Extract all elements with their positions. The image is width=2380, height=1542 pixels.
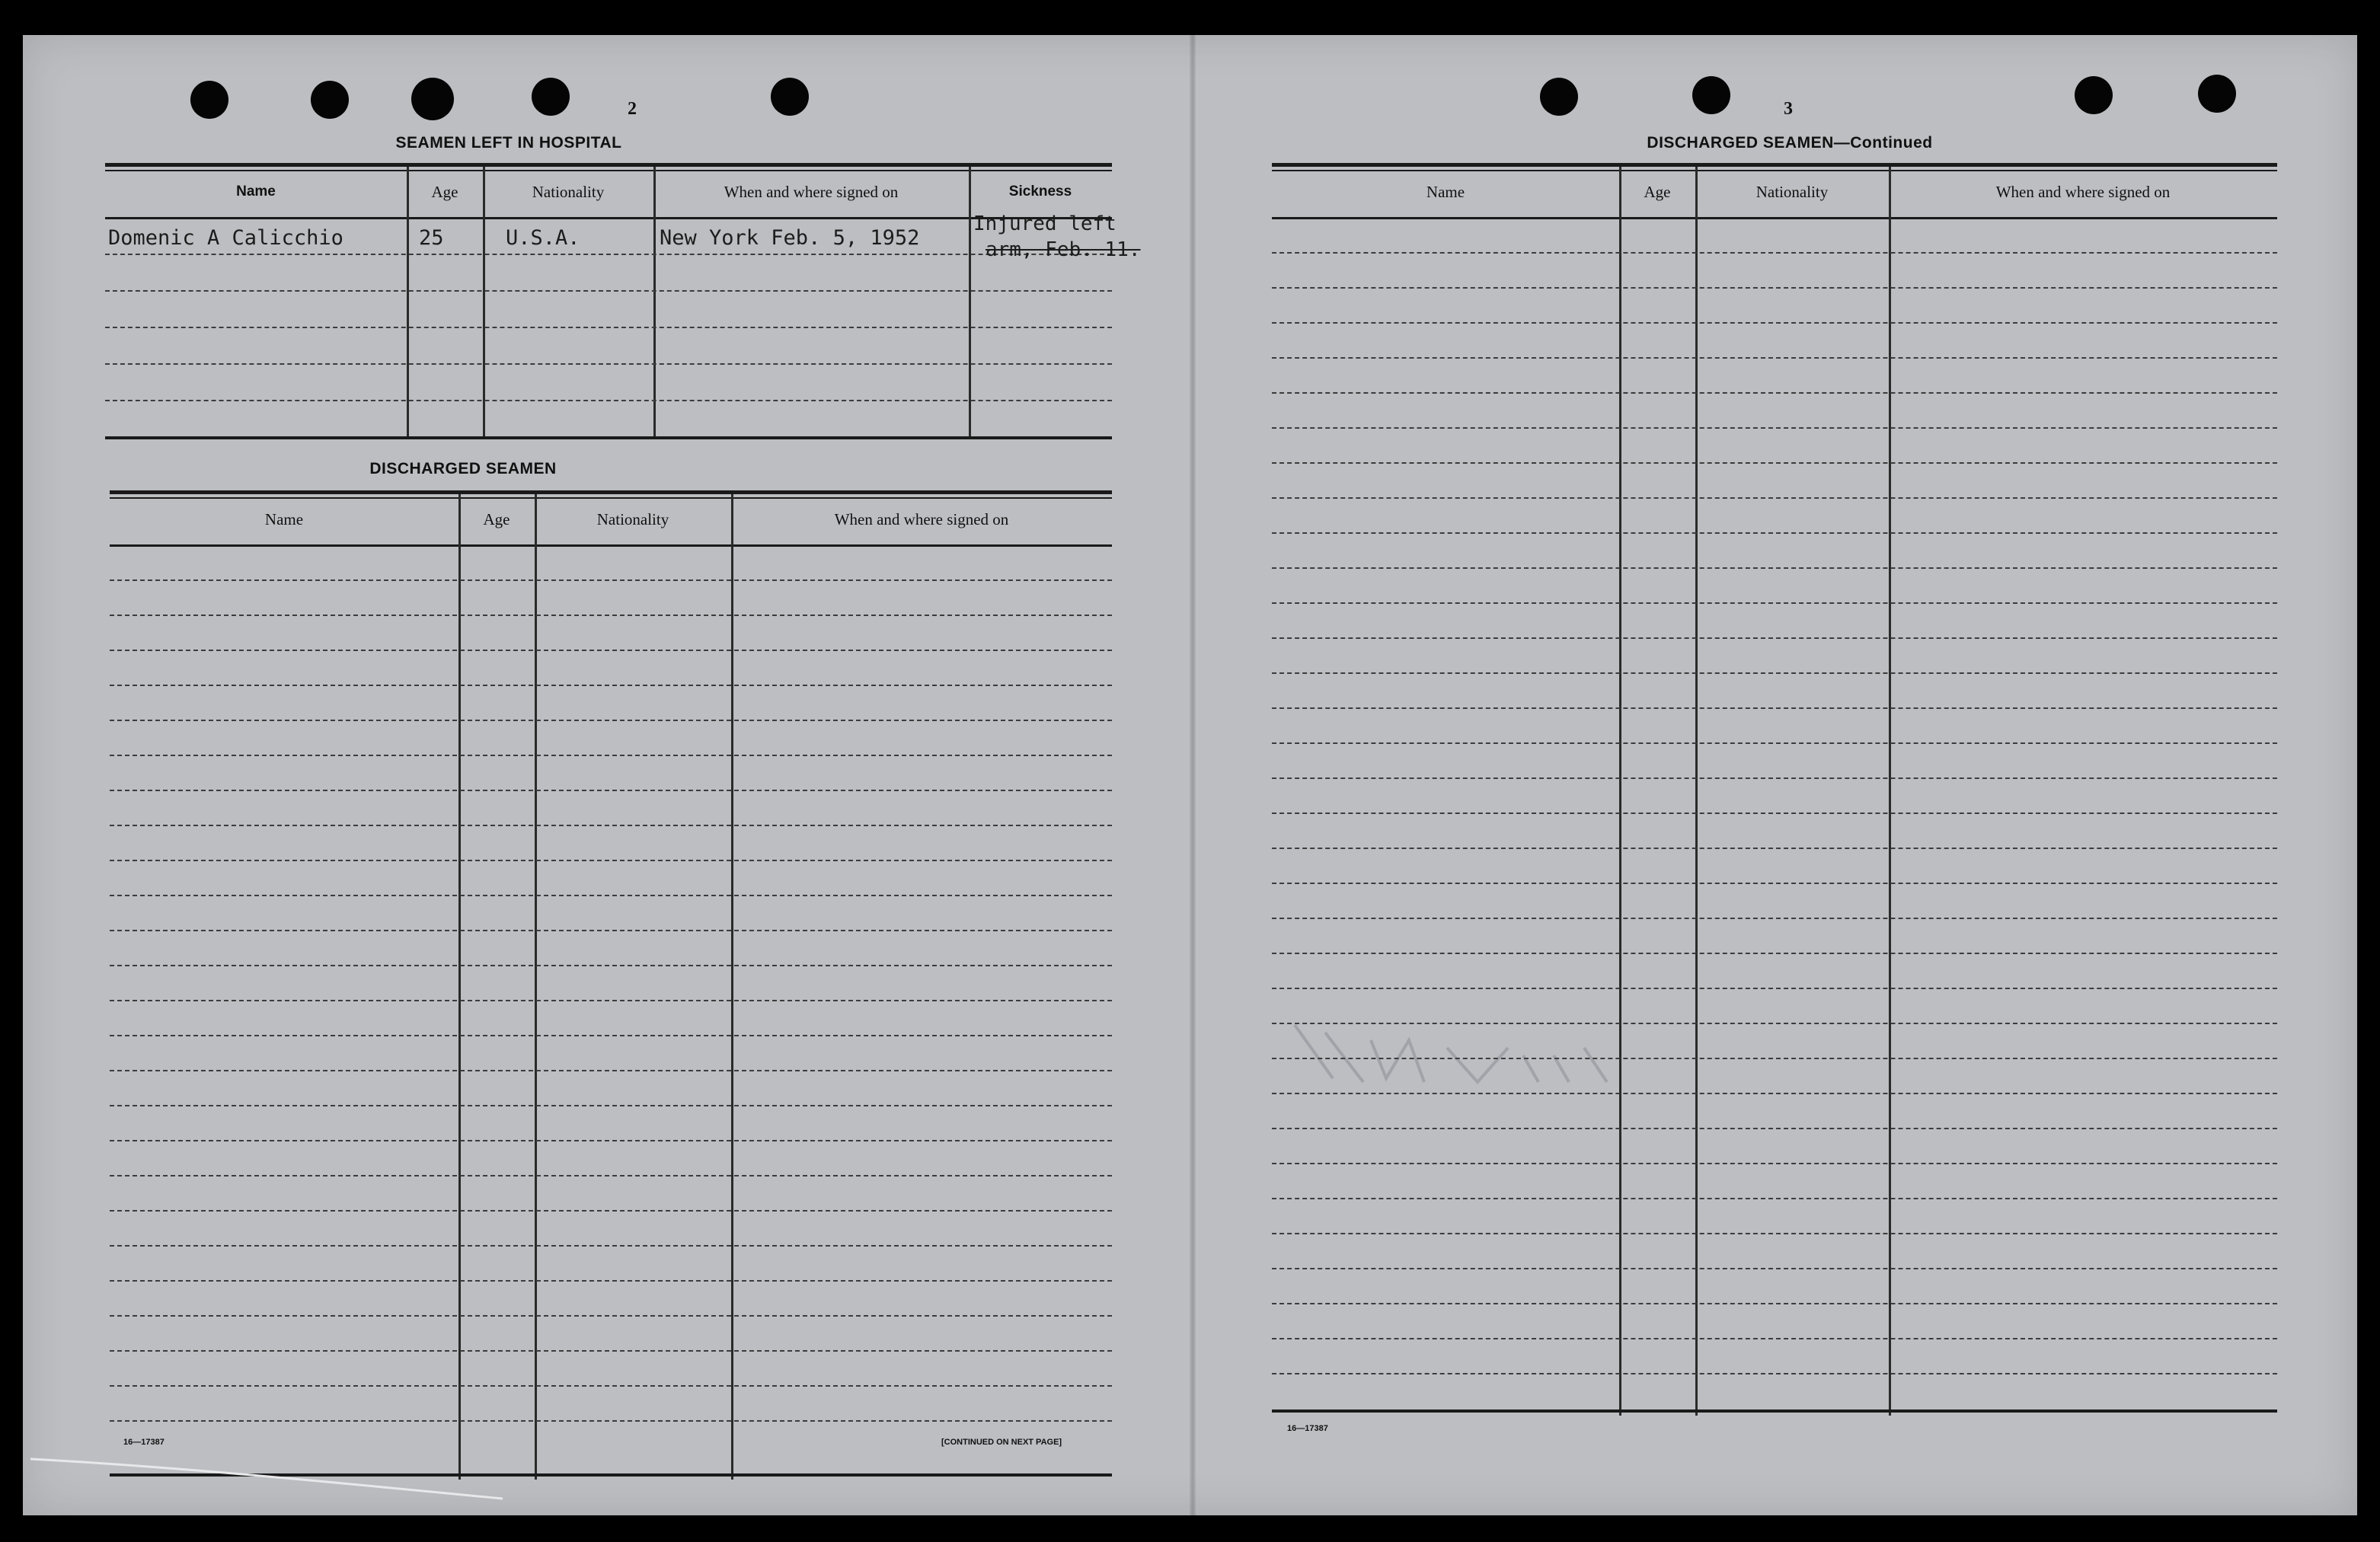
header-name: Name bbox=[264, 509, 304, 528]
paper-edge-line bbox=[23, 1444, 510, 1505]
header-age: Age bbox=[1644, 182, 1671, 201]
patient-age: 25 bbox=[419, 226, 444, 250]
hospital-section-title: SEAMEN LEFT IN HOSPITAL bbox=[395, 134, 622, 152]
patient-nationality: U.S.A. bbox=[506, 226, 580, 250]
discharged-title-text: DISCHARGED SEAMEN bbox=[1647, 134, 1834, 152]
discharged-section-title: DISCHARGED SEAMEN bbox=[369, 460, 557, 477]
right-page bbox=[1272, 35, 2300, 1515]
patient-sickness-line2: arm, Feb. 11. bbox=[986, 238, 1141, 261]
discharged-table-right bbox=[1272, 163, 2277, 1416]
continued-note: [CONTINUED ON NEXT PAGE] bbox=[941, 1438, 1062, 1447]
header-age: Age bbox=[431, 182, 458, 201]
continued-suffix: —Continued bbox=[1833, 134, 1933, 152]
patient-sickness-line1: Injured left bbox=[973, 212, 1117, 235]
header-age: Age bbox=[483, 509, 510, 528]
patient-signed-on: New York Feb. 5, 1952 bbox=[660, 226, 920, 250]
page-number: 2 bbox=[628, 99, 637, 119]
discharged-left-rows bbox=[110, 494, 1112, 1480]
hospital-table-header bbox=[105, 167, 1112, 219]
header-name: Name bbox=[1426, 182, 1465, 201]
header-signed-on: When and where signed on bbox=[1995, 182, 2171, 201]
header-nationality: Nationality bbox=[1755, 182, 1829, 201]
header-signed-on: When and where signed on bbox=[834, 509, 1009, 528]
form-number: 16—17387 bbox=[123, 1438, 165, 1447]
document-sheet bbox=[23, 35, 2357, 1515]
form-number: 16—17387 bbox=[1287, 1424, 1328, 1433]
header-signed-on: When and where signed on bbox=[724, 182, 899, 201]
center-fold bbox=[1190, 35, 1196, 1515]
bleed-through-marks bbox=[1279, 1010, 1645, 1101]
discharged-right-rows bbox=[1272, 167, 2277, 1416]
discharged-table-left bbox=[110, 490, 1112, 1480]
discharged-continued-title bbox=[1500, 134, 2079, 152]
left-page bbox=[105, 35, 1141, 1515]
header-nationality: Nationality bbox=[532, 182, 605, 201]
header-nationality: Nationality bbox=[596, 509, 669, 528]
header-name: Name bbox=[236, 184, 276, 200]
header-sickness: Sickness bbox=[1008, 184, 1072, 200]
page-number: 3 bbox=[1784, 99, 1793, 119]
patient-name: Domenic A Calicchio bbox=[108, 226, 343, 250]
hospital-table bbox=[105, 163, 1141, 439]
